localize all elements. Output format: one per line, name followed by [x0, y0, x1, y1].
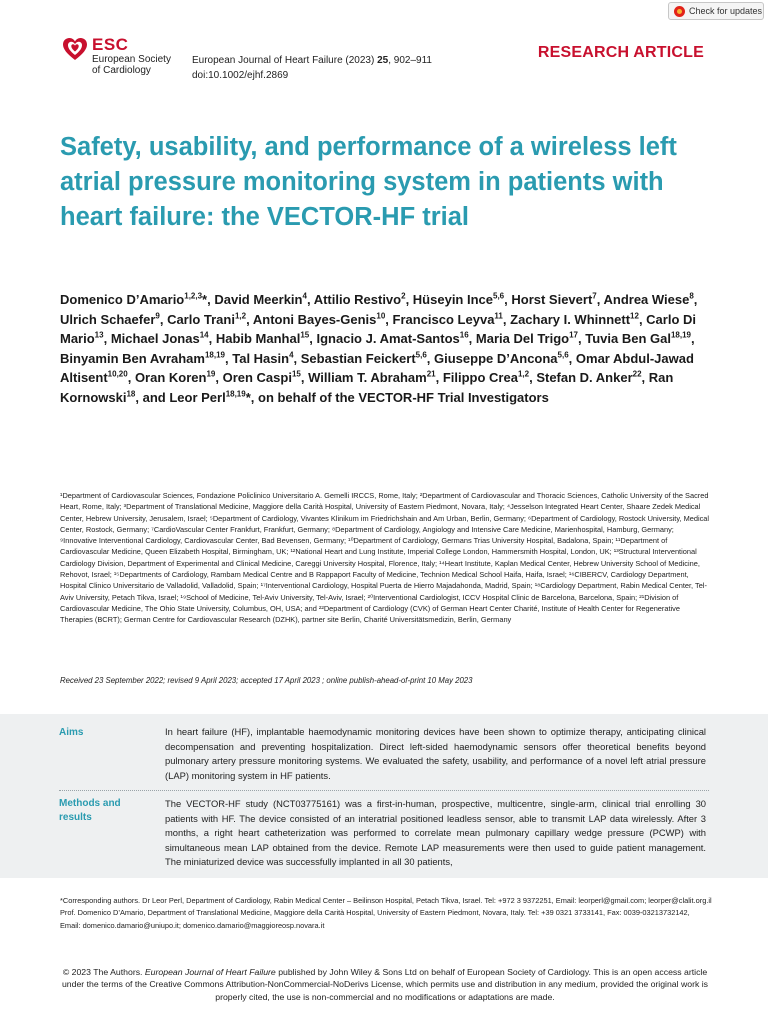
author-separator: ,: [225, 350, 233, 366]
logo-line-1: European Society: [92, 54, 171, 65]
author-name: Francisco Leyva: [392, 311, 495, 327]
author-affiliation-marker: 1,2: [234, 311, 247, 321]
journal-citation: [192, 53, 432, 83]
author-affiliation-marker: 15: [291, 369, 301, 379]
author-separator: ,: [641, 370, 649, 385]
logo-line-2: of Cardiology: [92, 65, 151, 76]
copyright-journal: European Journal of Heart Failure: [144, 967, 276, 977]
abstract-box: [0, 714, 768, 878]
author-affiliation-marker: 2: [401, 291, 406, 301]
check-for-updates-label: Check for updates: [689, 6, 763, 16]
author-list: [60, 290, 720, 407]
esc-logo: [62, 36, 171, 76]
check-for-updates-button[interactable]: [668, 2, 764, 20]
author-separator: ,: [596, 292, 604, 307]
journal-volume: 25: [377, 55, 389, 66]
author-name: Hüseyin Ince: [412, 292, 493, 307]
author-affiliation-marker: 21: [426, 369, 436, 379]
author-separator: ,: [159, 311, 168, 327]
author-name: Ulrich Schaefer: [60, 311, 156, 327]
author-separator: ,: [300, 370, 309, 385]
author-separator: *,: [202, 292, 215, 307]
author-separator: ,: [638, 311, 647, 327]
author-affiliation-marker: 15: [300, 330, 310, 340]
author-name: Zachary I. Whinnett: [510, 311, 631, 327]
author-name: Maria Del Trigo: [475, 331, 570, 346]
author-name: Antoni Bayes-Genis: [252, 311, 377, 327]
article-title: Safety, usability, and performance of a wireless left atrial pressure monitoring system in patients with heart failure: the VECTOR-HF trial: [60, 133, 677, 231]
author-affiliation-marker: 19: [206, 369, 216, 379]
author-name: Filippo Crea: [442, 370, 518, 385]
abstract-methods-text: The VECTOR-HF study (NCT03775161) was a first-in-human, prospective, multicentre, single-arm, clinical trial enrolling 30 patients with HF. The device consisted of an interatrial positioned leadless sensor, able to transmit LAP data wirelessly. After 3 months, a right heart catheterization was performed to correlate mean pulmonary capillary wedge pressure (PCWP) with simultaneous mean LAP obtained from the device. Remote LAP measurements were then used to guide patient management. The miniaturized device was successfully implanted in all 30 patients,: [165, 798, 706, 868]
author-separator: , and: [135, 389, 170, 405]
journal-doi[interactable]: doi:10.1002/ejhf.2869: [192, 70, 289, 81]
author-name: Ran Kornowski: [60, 370, 674, 405]
author-name: Michael Jonas: [110, 331, 200, 346]
copyright-pre: © 2023 The Authors.: [62, 967, 143, 977]
author-affiliation-marker: 9: [155, 311, 160, 321]
author-affiliation-marker: 18: [126, 389, 136, 399]
author-affiliation-marker: 17: [569, 330, 579, 340]
author-name: Carlo Trani: [167, 311, 235, 327]
copyright-notice: [60, 966, 710, 1003]
author-name: Tuvia Ben Gal: [585, 331, 671, 346]
author-separator: ,: [246, 311, 253, 327]
author-separator: ,: [293, 350, 301, 366]
author-affiliation-marker: 1,2: [517, 369, 530, 379]
author-name: Domenico D’Amario: [60, 292, 185, 307]
abstract-aims-text: In heart failure (HF), implantable haemodynamic monitoring devices have been shown to optimize therapy, anticipating clinical decompensation and preventing hospitalization. Direct left-sided haemodynamic sensors offer theoretical benefits beyond pulmonary artery pressure monitoring systems. We evaluated the safety, usability, and performance of a novel left atrial pressure (LAP) monitoring system in HF patients.: [165, 726, 706, 781]
logo-abbreviation: ESC: [92, 35, 129, 54]
author-name: Oren Caspi: [222, 370, 292, 385]
author-name: Andrea Wiese: [603, 292, 690, 307]
author-affiliation-marker: 5,6: [493, 291, 505, 301]
author-affiliation-marker: 10,20: [107, 369, 128, 379]
affiliations: ¹Department of Cardiovascular Sciences, Fondazione Policlinico Universitario A. Gemelli IRCCS, Rome, Italy; ²Department of Cardiovascular and Thoracic Sciences, Catholic University of the Sacred Heart, Rome, Italy; ³Department of Translational Medicine, Maggiore della Carità Hospital, University of Eastern Piedmont, Novara, Italy; ⁴Jesselson Integrated Heart Center, Shaare Zedek Medical Center, Hebrew University, Jerusalem, Israel; ⁵Department of Cardiology, Vivantes Klinikum im Friedrichshain and Am Urban, Berlin, Germany; ⁶Department of Cardiology, Rostock University, Medical Center, Rostock, Germany; ⁷CardioVascular Center Frankfurt, Frankfurt, Germany; ⁸Department of Cardiology, Angiology and Intensive Care Medicine, Marienhospital, Hamburg, Germany; ⁹Innovative Interventional Cardiology, Cardiovascular Center, Bad Bevensen, Germany; ¹⁰Department of Cardiology, Germans Trias University Hospital, Badalona, Spain; ¹¹Department of Cardiovascular Medicine, Queen Elizabeth Hospital, Birmingham, UK; ¹²National Heart and Lung Institute, Imperial College London, Hammersmith Hospital, London, UK; ¹³Structural Interventional Cardiology Division, Department of Experimental and Clinical Medicine, Careggi University Hospital, Florence, Italy; ¹⁴Heart Institute, Kaplan Medical Center, Hebrew University School of Medicine, Rehovot, Israel; ¹⁵Departments of Cardiology, Rambam Medical Centre and B Rappaport Faculty of Medicine, Technion Medical School Haifa, Haifa, Israel; ¹⁶CIBERCV, Cardiology Department, Hospital Clinico Universitario de Valladolid, Valladolid, Spain; ¹⁷Interventional Cardiology, Hospital Puerta de Hierro Majadahonda, Madrid, Spain; ¹⁸Cardiology Department, Rabin Medical Center, Tel-Aviv University, Petach Tikva, Israel; ¹⁹School of Medicine, Tel-Aviv University, Tel-Aviv, Israel; ²⁰Interventional Cardiologist, ICCV Hospital Clinic de Barcelona, Barcelona, Spain; ²¹Division of Cardiovascular Medicine, The Ohio State University, Columbus, OH, USA; and ²²Department of Cardiology (CVK) of German Heart Center Charité, Institute of Health Center for Regenerative Therapies (BCRT); German Centre for Cardiovascular Research (DZHK), partner site Berlin, Charité Universitätsmedizin, Berlin, Germany: [60, 491, 710, 625]
author-affiliation-marker: 12: [630, 311, 639, 321]
heart-logo-icon: [62, 37, 88, 61]
author-separator: *, on behalf of the VECTOR-HF Trial Investigators: [245, 389, 549, 405]
author-name: William T. Abraham: [308, 370, 427, 385]
author-affiliation-marker: 8: [689, 291, 694, 301]
author-affiliation-marker: 11: [494, 311, 503, 321]
author-separator: ,: [435, 370, 443, 385]
author-separator: ,: [426, 350, 435, 366]
author-affiliation-marker: 18,19: [670, 330, 692, 340]
author-separator: ,: [529, 370, 537, 385]
author-name: Omar Abdul-Jawad Altisent: [60, 350, 694, 385]
author-name: Ignacio J. Amat-Santos: [316, 331, 460, 346]
author-affiliation-marker: 13: [94, 330, 104, 340]
author-affiliation-marker: 5,6: [557, 350, 569, 360]
received-dates: Received 23 September 2022; revised 9 April 2023; accepted 17 April 2023 ; online publish-ahead-of-print 10 May 2023: [60, 676, 473, 685]
author-separator: ,: [691, 331, 695, 346]
author-name: Sebastian Feickert: [300, 350, 416, 366]
abstract-methods-label: Methods and results: [59, 798, 121, 823]
author-name: Stefan D. Anker: [536, 370, 633, 385]
author-affiliation-marker: 1,2,3: [184, 291, 203, 301]
author-separator: ,: [568, 350, 576, 366]
author-separator: ,: [468, 331, 476, 346]
author-name: Carlo Di Mario: [60, 311, 697, 346]
author-separator: ,: [306, 292, 314, 307]
author-affiliation-marker: 18,19: [225, 389, 246, 399]
author-affiliation-marker: 22: [632, 369, 642, 379]
author-separator: ,: [103, 331, 111, 346]
author-separator: ,: [578, 331, 586, 346]
crossmark-icon: [674, 6, 685, 17]
author-affiliation-marker: 10: [376, 311, 386, 321]
author-separator: ,: [502, 311, 511, 327]
abstract-divider: [59, 790, 709, 791]
author-affiliation-marker: 5,6: [415, 350, 427, 360]
author-name: Tal Hasin: [232, 350, 290, 366]
author-separator: ,: [215, 370, 223, 385]
author-affiliation-marker: 18,19: [204, 350, 225, 360]
author-separator: ,: [309, 331, 317, 346]
author-separator: ,: [385, 311, 393, 327]
corresponding-authors-footnote: *Corresponding authors. Dr Leor Perl, Department of Cardiology, Rabin Medical Center – Beilinson Hospital, Petach Tikva, Israel. Tel: +972 3 9372251, Email: leorperl@gmail.com; leorper@clalit.org.il Prof. Domenico D’Amario, Department of Translational Medicine, Maggiore della Carità Hospital, University of Eastern Piedmont, Novara, Italy. Tel: +39 0321 3733141, Fax: 0039-03213732142, Email: domenico.damario@uniupo.it; domenico.damario@maggioreosp.novara.it: [60, 896, 712, 930]
author-name: Leor Perl: [169, 389, 226, 405]
author-affiliation-marker: 4: [302, 291, 307, 301]
author-name: Attilio Restivo: [313, 292, 402, 307]
author-separator: ,: [504, 292, 512, 307]
abstract-aims-label: Aims: [59, 727, 84, 738]
author-name: David Meerkin: [214, 292, 303, 307]
author-name: Habib Manhal: [215, 331, 301, 346]
copyright-post: published by John Wiley & Sons Ltd on behalf of European Society of Cardiology. This is an open access article under the terms of the Creative Commons Attribution-NonCommercial-NoDerivs License, which permits use and distribution in any medium, provided the original work is properly cited, the use is non-commercial and no modifications or adaptations are made.: [61, 967, 709, 1002]
author-affiliation-marker: 16: [459, 330, 469, 340]
author-name: Oran Koren: [134, 370, 207, 385]
author-name: Horst Sievert: [511, 292, 593, 307]
author-affiliation-marker: 4: [289, 350, 294, 360]
article-type: RESEARCH ARTICLE: [537, 44, 704, 61]
journal-name: European Journal of Heart Failure (2023): [192, 55, 375, 66]
author-separator: ,: [127, 370, 135, 385]
journal-pages: , 902–911: [388, 55, 432, 66]
author-affiliation-marker: 14: [199, 330, 209, 340]
author-separator: ,: [693, 292, 698, 307]
author-separator: ,: [405, 292, 413, 307]
author-name: Binyamin Ben Avraham: [60, 350, 205, 366]
author-name: Giuseppe D’Ancona: [434, 350, 558, 366]
author-affiliation-marker: 7: [592, 291, 597, 301]
author-separator: ,: [208, 331, 216, 346]
